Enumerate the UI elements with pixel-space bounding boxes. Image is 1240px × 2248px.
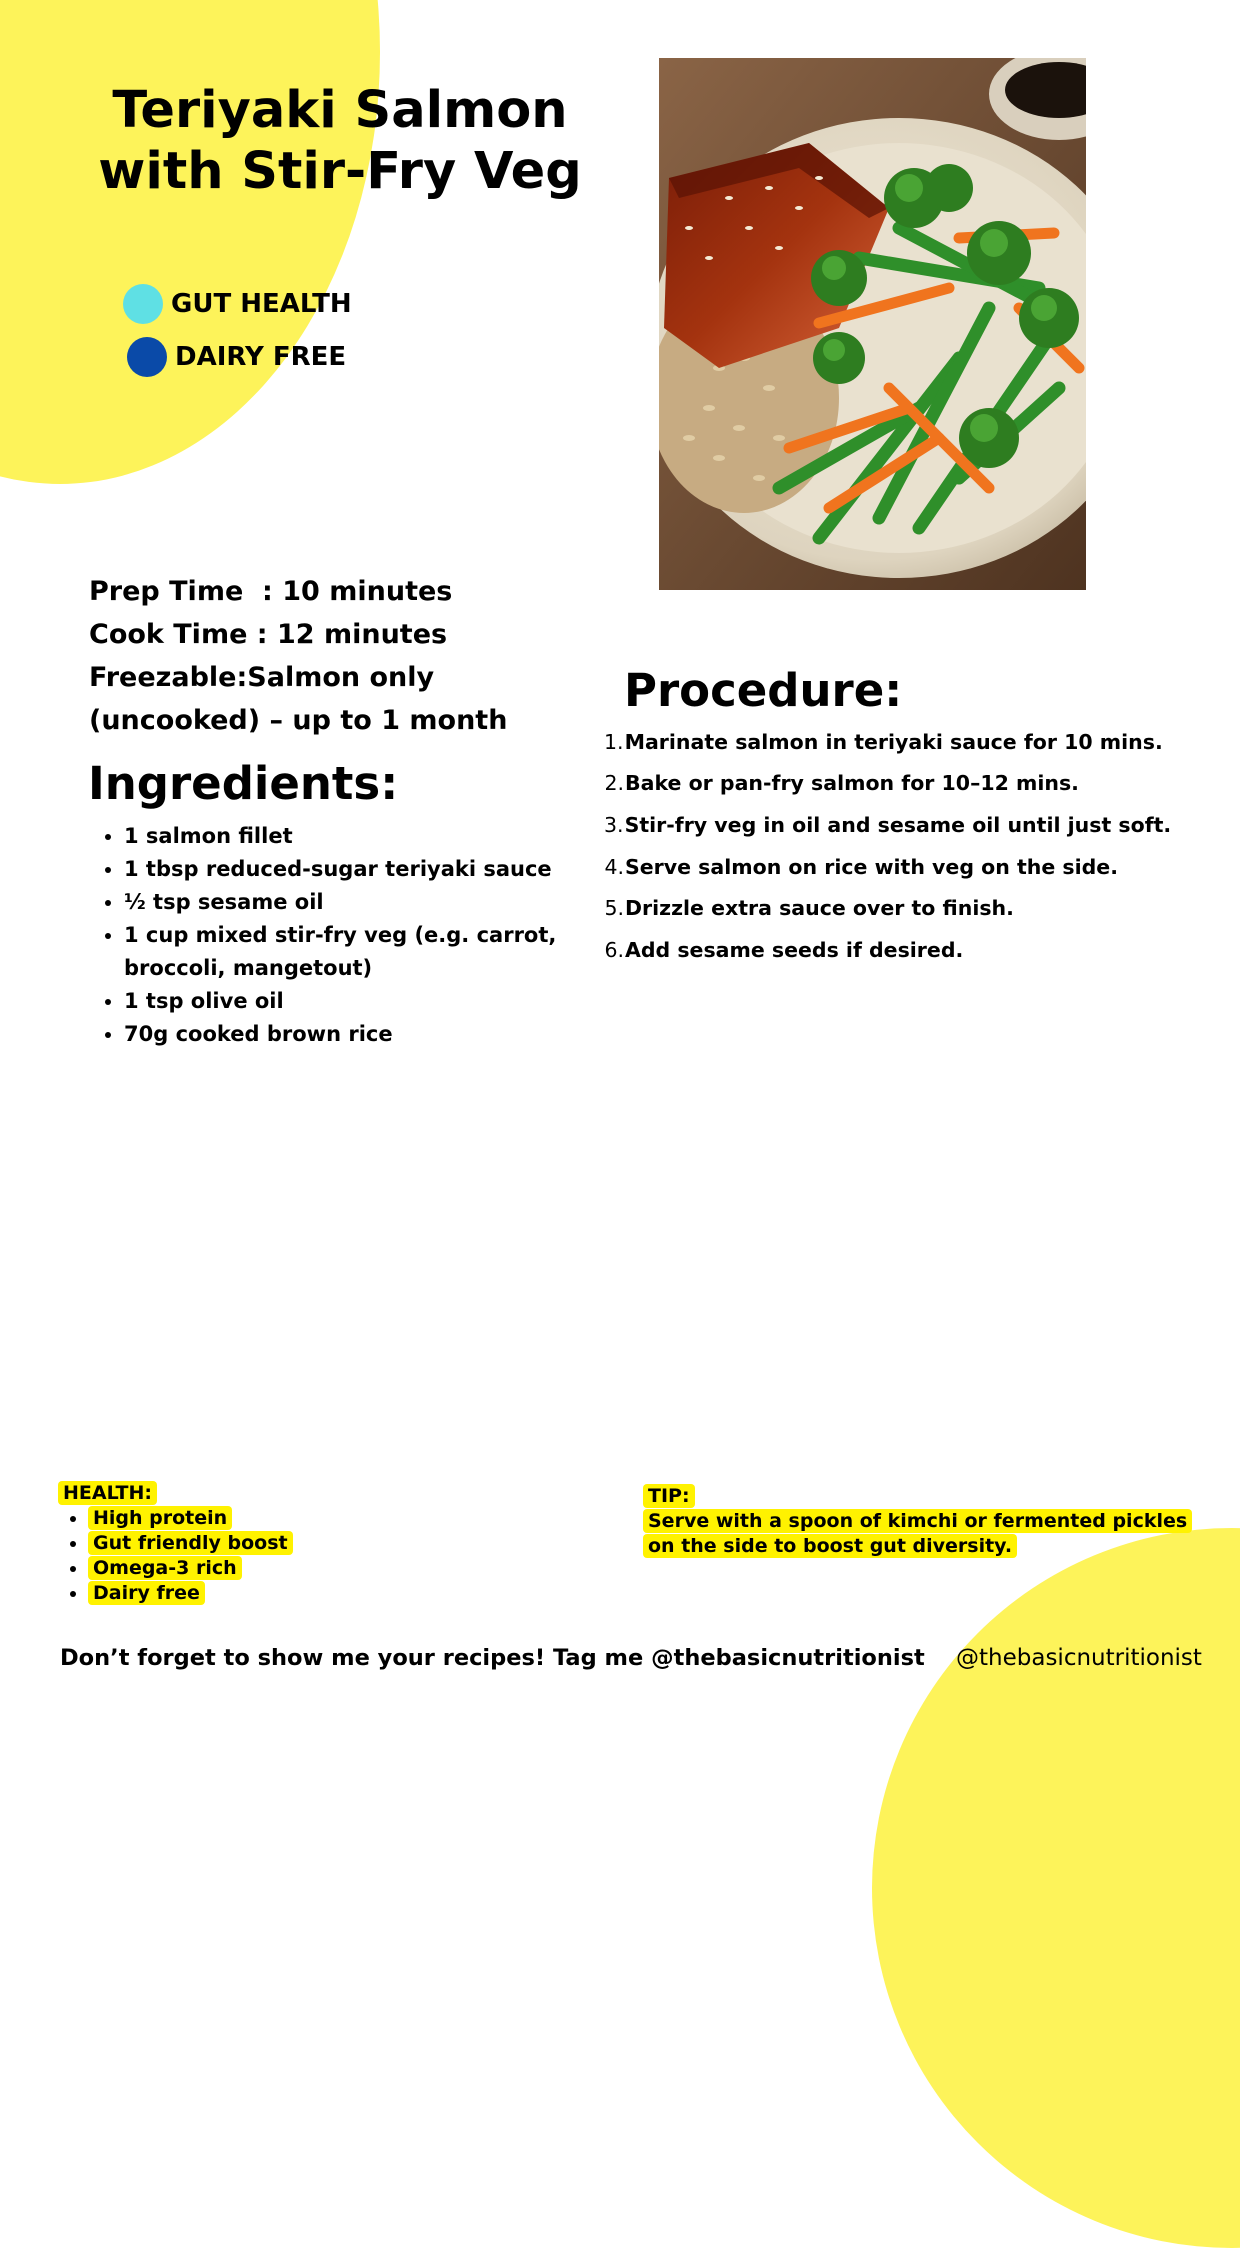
procedure-step bbox=[604, 721, 1163, 763]
list-item bbox=[88, 1556, 293, 1581]
ingredients-heading: Ingredients: bbox=[88, 757, 399, 810]
recipe-meta bbox=[89, 570, 589, 742]
step-number: 3. bbox=[604, 812, 624, 837]
badge-gut-health bbox=[123, 284, 352, 324]
list-item bbox=[88, 1581, 293, 1606]
tip-text: Serve with a spoon of kimchi or fermented pickles on the side to boost gut diversity. bbox=[643, 1509, 1192, 1558]
step-number: 2. bbox=[604, 771, 624, 796]
step-number: 1. bbox=[604, 729, 624, 754]
salmon-plate-illustration bbox=[659, 58, 1086, 590]
cook-time: Cook Time : 12 minutes bbox=[89, 619, 448, 650]
step-text: Drizzle extra sauce over to finish. bbox=[625, 896, 1014, 921]
ingredients-list bbox=[100, 820, 564, 1051]
step-text: Marinate salmon in teriyaki sauce for 10 mins. bbox=[624, 729, 1163, 754]
dairy-free-dot-icon bbox=[127, 337, 167, 377]
footer-message: Don’t forget to show me your recipes! Tag me @thebasicnutritionist bbox=[60, 1645, 925, 1671]
step-text: Add sesame seeds if desired. bbox=[625, 937, 964, 962]
prep-time: Prep Time : 10 minutes bbox=[89, 576, 453, 607]
recipe-title-line2: with Stir-Fry Veg bbox=[98, 142, 582, 201]
step-number: 5. bbox=[604, 896, 624, 921]
badge-label: GUT HEALTH bbox=[171, 289, 352, 319]
procedure-heading: Procedure: bbox=[624, 664, 903, 717]
health-item: High protein bbox=[88, 1506, 232, 1530]
list-item: • 1 cup mixed stir-fry veg (e.g. carrot, broccoli, mangetout) bbox=[124, 919, 564, 985]
step-text: Stir-fry veg in oil and sesame oil until just soft. bbox=[624, 812, 1172, 837]
list-item: • 70g cooked brown rice bbox=[124, 1018, 564, 1051]
decorative-yellow-circle-top bbox=[0, 0, 380, 484]
procedure-list bbox=[604, 721, 1172, 971]
tip-box bbox=[643, 1484, 1188, 1559]
step-number: 4. bbox=[604, 854, 624, 879]
freezable-info: Freezable:Salmon only (uncooked) – up to 1 month bbox=[89, 662, 508, 736]
list-item: • ½ tsp sesame oil bbox=[124, 886, 564, 919]
badge-label: DAIRY FREE bbox=[175, 342, 347, 372]
procedure-step bbox=[604, 846, 1144, 888]
health-title: HEALTH: bbox=[58, 1481, 157, 1505]
procedure-step bbox=[604, 929, 1144, 971]
health-item: Gut friendly boost bbox=[88, 1531, 293, 1555]
procedure-step bbox=[604, 887, 1144, 929]
decorative-yellow-circle-bottom bbox=[872, 1528, 1240, 2248]
procedure-step bbox=[604, 804, 1172, 846]
recipe-title bbox=[80, 80, 600, 202]
list-item: • 1 tbsp reduced-sugar teriyaki sauce bbox=[124, 853, 564, 886]
list-item bbox=[88, 1531, 293, 1556]
procedure-step bbox=[604, 763, 1144, 805]
list-item: • 1 tsp olive oil bbox=[124, 985, 564, 1018]
health-item: Dairy free bbox=[88, 1581, 205, 1605]
step-text: Serve salmon on rice with veg on the side. bbox=[625, 854, 1118, 879]
health-box bbox=[52, 1481, 293, 1606]
gut-health-dot-icon bbox=[123, 284, 163, 324]
list-item: • 1 salmon fillet bbox=[124, 820, 564, 853]
recipe-title-line1: Teriyaki Salmon bbox=[112, 81, 568, 140]
badge-dairy-free bbox=[127, 337, 346, 377]
list-item bbox=[88, 1506, 293, 1531]
health-item: Omega-3 rich bbox=[88, 1556, 242, 1580]
recipe-photo bbox=[659, 58, 1086, 590]
step-text: Bake or pan-fry salmon for 10–12 mins. bbox=[625, 771, 1079, 796]
step-number: 6. bbox=[604, 937, 624, 962]
tip-title: TIP: bbox=[643, 1484, 695, 1508]
social-handle: @thebasicnutritionist bbox=[956, 1645, 1202, 1671]
health-list bbox=[52, 1506, 293, 1606]
